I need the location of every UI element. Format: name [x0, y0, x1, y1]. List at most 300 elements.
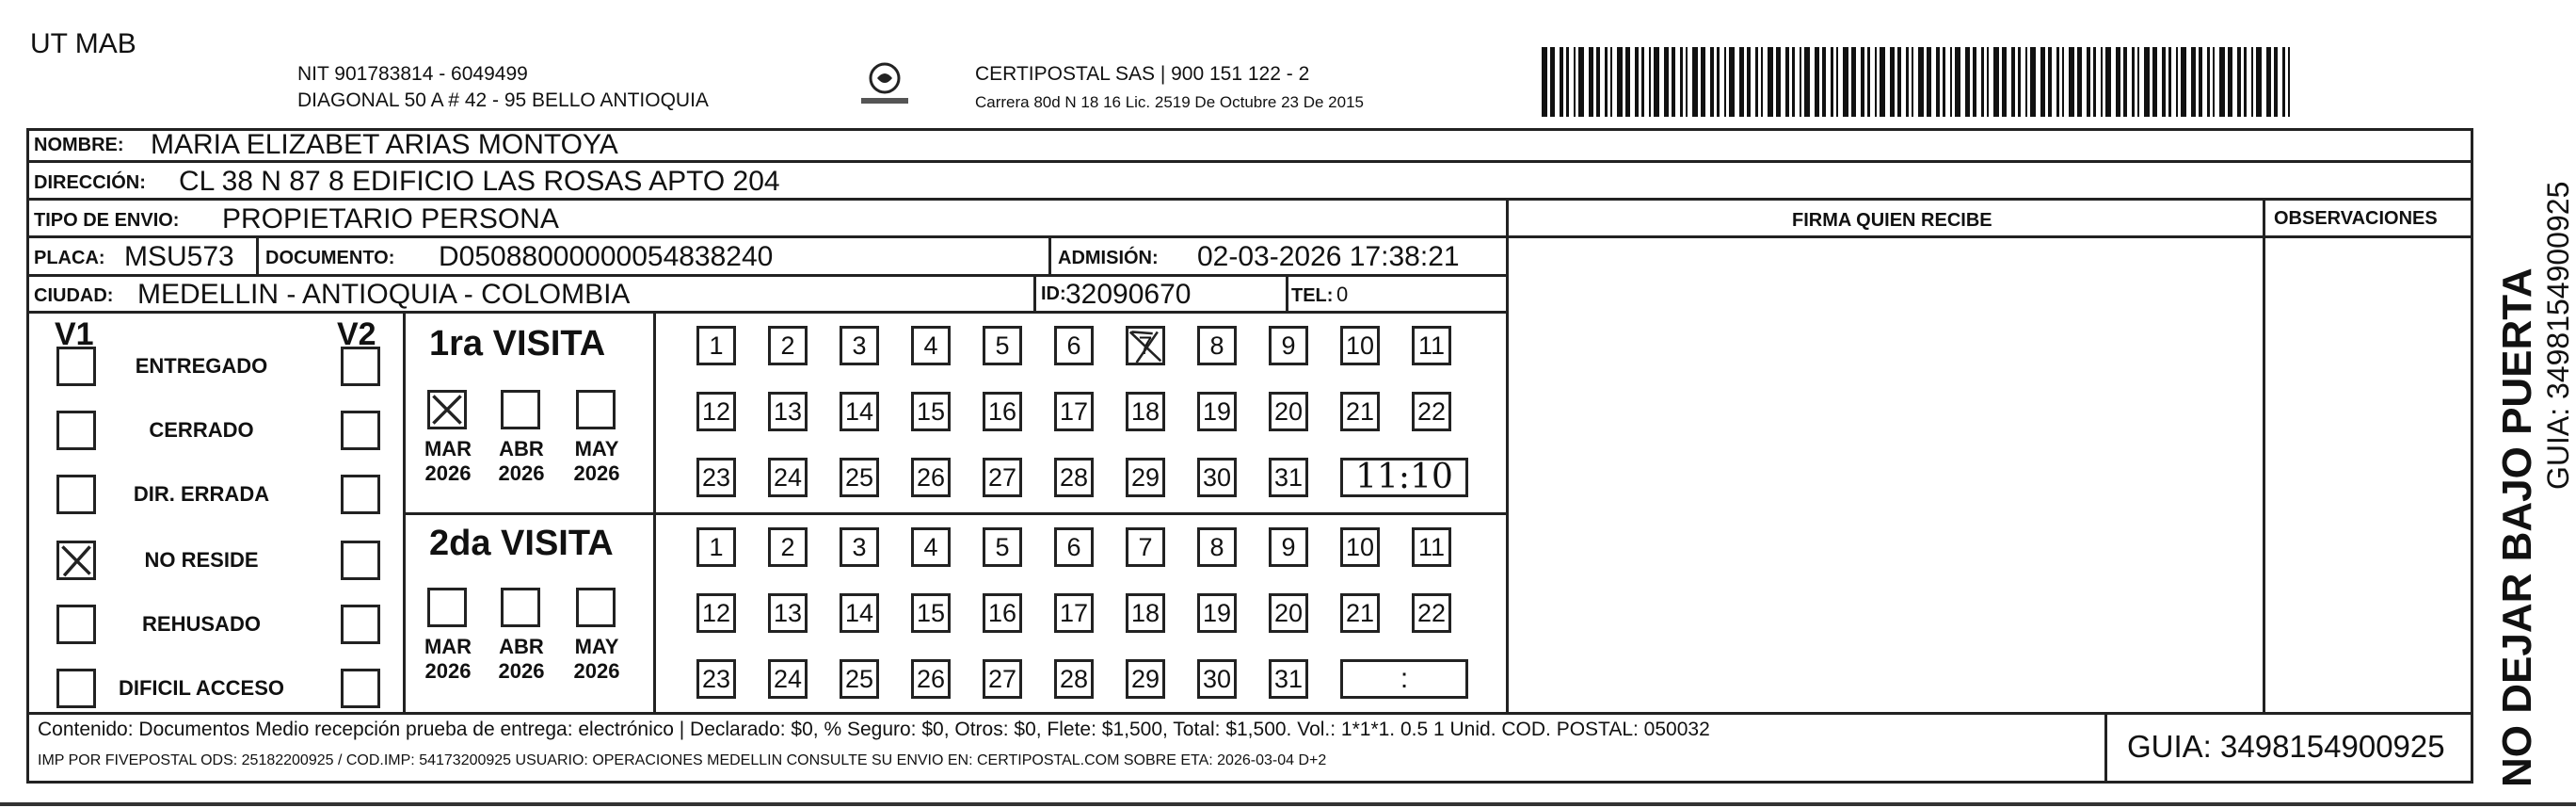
- admision-label: ADMISIÓN:: [1058, 248, 1159, 268]
- day-box[interactable]: [1269, 392, 1308, 431]
- barcode-bar: [2137, 47, 2139, 117]
- barcode-bar: [1596, 47, 1600, 117]
- time-value: 11:10: [1355, 458, 1453, 496]
- day-box[interactable]: [1054, 527, 1094, 567]
- barcode-bar: [2168, 47, 2171, 117]
- day-number: 20: [1273, 397, 1304, 426]
- v2-label: V2: [337, 316, 376, 352]
- day-box[interactable]: [1412, 326, 1451, 365]
- day-number: 9: [1281, 533, 1296, 561]
- nombre-value: MARIA ELIZABET ARIAS MONTOYA: [151, 129, 618, 160]
- day-box[interactable]: [911, 593, 951, 633]
- barcode-bar: [2219, 47, 2225, 117]
- barcode-bar: [1822, 47, 1826, 117]
- barcode-bar: [1560, 47, 1563, 117]
- barcode-bar: [2199, 47, 2202, 117]
- barcode-bar: [1610, 47, 1612, 117]
- barcode-bar: [1936, 47, 1940, 117]
- col-line: [2104, 712, 2107, 784]
- time-box[interactable]: [1340, 458, 1468, 497]
- barcode-bar: [2105, 47, 2111, 117]
- day-number: 26: [916, 463, 946, 492]
- barcode-bar: [2176, 47, 2178, 117]
- visita2-title: 2da VISITA: [429, 524, 614, 563]
- day-number: 22: [1416, 397, 1447, 426]
- day-box[interactable]: [911, 458, 951, 497]
- barcode-bar: [1692, 47, 1698, 117]
- day-number: 22: [1416, 599, 1447, 627]
- col-line: [256, 235, 259, 274]
- month-label: [559, 437, 634, 487]
- day-box[interactable]: [1412, 527, 1451, 567]
- barcode-bar: [1574, 47, 1576, 117]
- barcode-bar: [2101, 47, 2103, 117]
- tipo-envio-label: TIPO DE ENVIO:: [34, 210, 180, 231]
- day-box[interactable]: [1412, 593, 1451, 633]
- barcode-bar: [1906, 47, 1909, 117]
- month-checkbox[interactable]: [427, 390, 467, 429]
- day-box[interactable]: [1412, 392, 1451, 431]
- day-box[interactable]: [1340, 527, 1380, 567]
- day-box[interactable]: [1269, 458, 1308, 497]
- day-number: 13: [773, 599, 803, 627]
- day-number: 20: [1273, 599, 1304, 627]
- day-box[interactable]: [983, 527, 1022, 567]
- status-label: CERRADO: [149, 418, 254, 442]
- day-number: 15: [916, 397, 946, 426]
- barcode-bar: [2116, 47, 2120, 117]
- barcode-bar: [1861, 47, 1864, 117]
- day-number: 5: [995, 533, 1010, 561]
- barcode-bar: [2152, 47, 2157, 117]
- v2-status-checkbox[interactable]: [341, 475, 380, 514]
- barcode-bar: [1729, 47, 1735, 117]
- barcode-bar: [2282, 47, 2285, 117]
- status-label: DIR. ERRADA: [133, 482, 270, 506]
- day-box[interactable]: [696, 392, 736, 431]
- barcode-bar: [1724, 47, 1726, 117]
- day-number: 7: [1138, 533, 1153, 561]
- barcode-bar: [2144, 47, 2150, 117]
- month-name: MAR: [424, 437, 472, 461]
- day-box[interactable]: [1197, 659, 1237, 699]
- day-number: 7: [1138, 331, 1153, 360]
- month-checkbox[interactable]: [427, 588, 467, 627]
- scan-edge: [0, 802, 2576, 806]
- day-number: 19: [1202, 599, 1232, 627]
- day-number: 4: [923, 331, 938, 360]
- day-number: 6: [1066, 533, 1081, 561]
- barcode-bar: [2040, 47, 2045, 117]
- placa-label: PLACA:: [34, 248, 105, 268]
- barcode-bar: [1800, 47, 1801, 117]
- barcode-bar: [1625, 47, 1630, 117]
- month-checkbox[interactable]: [501, 390, 540, 429]
- barcode-bar: [2228, 47, 2232, 117]
- barcode-bar: [1605, 47, 1608, 117]
- barcode-bar: [1664, 47, 1669, 117]
- day-number: 28: [1059, 463, 1089, 492]
- day-box[interactable]: [1269, 326, 1308, 365]
- row-line: [26, 160, 2473, 163]
- barcode-bar: [2077, 47, 2082, 117]
- col-line: [1048, 235, 1051, 274]
- barcode-bar: [2181, 47, 2186, 117]
- barcode-bar: [1635, 47, 1639, 117]
- day-box[interactable]: [1054, 458, 1094, 497]
- barcode-bar: [2048, 47, 2052, 117]
- day-number: 12: [701, 599, 731, 627]
- ciudad-label: CIUDAD:: [34, 285, 114, 306]
- day-number: 27: [987, 665, 1017, 693]
- documento-value: D050880000000548382​40: [439, 241, 774, 272]
- id-label: ID:: [1041, 283, 1066, 304]
- day-box[interactable]: [983, 326, 1022, 365]
- footer-guia: GUIA: 3498154900925: [2127, 729, 2445, 764]
- day-number: 25: [844, 463, 874, 492]
- day-number: 16: [987, 397, 1017, 426]
- contenido-text: Contenido: Documentos Medio recepción prueba de entrega: electrónico | Declarado: $0, % Seguro: $0, Otros: $0, Flete: $1,500, Total: $1,500. Vol.: 1*1*1. 0.5 1 Unid. COD. POSTAL: 050032: [38, 719, 1710, 740]
- status-label: REHUSADO: [142, 612, 261, 636]
- barcode-bar: [1897, 47, 1901, 117]
- day-number: 9: [1281, 331, 1296, 360]
- barcode-bar: [1785, 47, 1789, 117]
- barcode-bar: [1617, 47, 1623, 117]
- day-number: 30: [1202, 463, 1232, 492]
- barcode-bar: [1686, 47, 1688, 117]
- day-box[interactable]: [983, 659, 1022, 699]
- barcode-bar: [1987, 47, 1989, 117]
- month-year: 2026: [498, 461, 545, 486]
- day-number: 23: [701, 665, 731, 693]
- side-warning-text: NO DEJAR BAJO PUERTA: [2494, 267, 2540, 787]
- barcode-bar: [1831, 47, 1833, 117]
- barcode-bar: [2018, 47, 2021, 117]
- day-number: 2: [780, 331, 795, 360]
- day-box[interactable]: [840, 392, 879, 431]
- certipostal-address: Carrera 80d N 18 16 Lic. 2519 De Octubre 23 De 2015: [975, 93, 1364, 111]
- day-number: 18: [1130, 397, 1160, 426]
- barcode-bar: [2087, 47, 2090, 117]
- v2-status-checkbox[interactable]: [341, 411, 380, 450]
- month-name: MAY: [574, 635, 619, 658]
- day-number: 3: [852, 331, 867, 360]
- tel-label: TEL:: [1291, 285, 1334, 306]
- day-number: 31: [1273, 463, 1304, 492]
- day-box[interactable]: [768, 392, 808, 431]
- barcode-bar: [1880, 47, 1885, 117]
- barcode-bar: [2266, 47, 2271, 117]
- v2-status-checkbox[interactable]: [341, 347, 380, 386]
- day-box[interactable]: [1197, 593, 1237, 633]
- barcode-bar: [2030, 47, 2036, 117]
- day-box[interactable]: [1197, 392, 1237, 431]
- barcode-bar: [1965, 47, 1970, 117]
- day-box[interactable]: [911, 527, 951, 567]
- admision-value: 02-03-2026 17:38:21: [1197, 241, 1460, 272]
- barcode-bar: [1761, 47, 1763, 117]
- barcode-bar: [2191, 47, 2196, 117]
- day-box[interactable]: [696, 326, 736, 365]
- barcode-bar: [1776, 47, 1781, 117]
- month-year: 2026: [498, 659, 545, 684]
- certipostal-logo: [856, 62, 913, 109]
- barcode-bar: [2256, 47, 2262, 117]
- day-number: 4: [923, 533, 938, 561]
- barcode-bar: [2062, 47, 2064, 117]
- month-label: [410, 635, 486, 685]
- barcode-bar: [1768, 47, 1773, 117]
- day-box[interactable]: [840, 326, 879, 365]
- col-line: [2263, 198, 2265, 714]
- tel-value: 0: [1336, 283, 1349, 306]
- barcode-bar: [1943, 47, 1945, 117]
- day-box[interactable]: [696, 659, 736, 699]
- sender-address: DIAGONAL 50 A # 42 - 95 BELLO ANTIOQUIA: [297, 89, 709, 111]
- barcode-bar: [2132, 47, 2135, 117]
- barcode-bar: [2056, 47, 2059, 117]
- day-number: 5: [995, 331, 1010, 360]
- day-box[interactable]: [1340, 326, 1380, 365]
- barcode-bar: [1641, 47, 1644, 117]
- day-number: 30: [1202, 665, 1232, 693]
- v2-status-checkbox[interactable]: [341, 605, 380, 644]
- visita1-title: 1ra VISITA: [429, 324, 606, 364]
- month-year: 2026: [424, 461, 472, 486]
- day-box[interactable]: [840, 527, 879, 567]
- status-label: ENTREGADO: [135, 354, 268, 378]
- day-box[interactable]: [1126, 527, 1165, 567]
- barcode-bar: [2213, 47, 2215, 117]
- day-number: 17: [1059, 397, 1089, 426]
- month-label: [559, 635, 634, 685]
- barcode-bar: [1717, 47, 1720, 117]
- barcode-bar: [1701, 47, 1705, 117]
- barcode-bar: [2274, 47, 2278, 117]
- col-line: [1506, 198, 1509, 714]
- day-box[interactable]: [911, 326, 951, 365]
- day-number: 11: [1417, 533, 1446, 561]
- barcode-bar: [2162, 47, 2166, 117]
- tipo-envio-value: PROPIETARIO PERSONA: [222, 203, 559, 234]
- day-box[interactable]: [983, 392, 1022, 431]
- day-box[interactable]: [768, 659, 808, 699]
- status-label: DIFICIL ACCESO: [118, 676, 284, 700]
- day-number: 28: [1059, 665, 1089, 693]
- row-line: [26, 198, 2473, 201]
- day-box[interactable]: [1269, 527, 1308, 567]
- day-box[interactable]: [1126, 659, 1165, 699]
- day-box[interactable]: [1126, 392, 1165, 431]
- observaciones-header: OBSERVACIONES: [2274, 208, 2438, 229]
- day-box[interactable]: [768, 593, 808, 633]
- month-checkbox[interactable]: [501, 588, 540, 627]
- barcode-bar: [1654, 47, 1659, 117]
- day-number: 8: [1209, 331, 1224, 360]
- no-dejar-bajo-puerta: [2492, 147, 2543, 787]
- month-checkbox[interactable]: [576, 390, 616, 429]
- day-box[interactable]: [1054, 593, 1094, 633]
- barcode-bar: [2244, 47, 2247, 117]
- day-box[interactable]: [1340, 392, 1380, 431]
- documento-label: DOCUMENTO:: [265, 248, 395, 268]
- barcode-bar: [2011, 47, 2015, 117]
- month-year: 2026: [573, 659, 620, 684]
- barcode-bar: [2237, 47, 2241, 117]
- time-value: :: [1400, 663, 1409, 694]
- day-box[interactable]: [1197, 527, 1237, 567]
- v2-status-checkbox[interactable]: [341, 669, 380, 708]
- barcode-bar: [1843, 47, 1848, 117]
- day-box[interactable]: [983, 593, 1022, 633]
- barcode-bar: [1649, 47, 1651, 117]
- day-box[interactable]: [840, 458, 879, 497]
- barcode-bar: [2093, 47, 2096, 117]
- day-number: 19: [1202, 397, 1232, 426]
- month-label: [484, 437, 559, 487]
- day-box[interactable]: [1054, 392, 1094, 431]
- day-number: 2: [780, 533, 795, 561]
- day-box[interactable]: [1126, 326, 1165, 365]
- barcode-bar: [2207, 47, 2210, 117]
- barcode-bar: [1542, 47, 1547, 117]
- day-number: 29: [1130, 463, 1160, 492]
- day-box[interactable]: [1197, 326, 1237, 365]
- barcode-bar: [1755, 47, 1758, 117]
- day-box[interactable]: [1126, 458, 1165, 497]
- barcode-bar: [1955, 47, 1960, 117]
- direccion-label: DIRECCIÓN:: [34, 172, 146, 193]
- day-number: 10: [1345, 533, 1375, 561]
- barcode-bar: [1973, 47, 1976, 117]
- day-box[interactable]: [768, 458, 808, 497]
- nit: NIT 901783814 - 6049499: [297, 63, 528, 85]
- barcode-bar: [1578, 47, 1584, 117]
- ciudad-value: MEDELLIN - ANTIOQUIA - COLOMBIA: [137, 279, 631, 310]
- barcode-bar: [1739, 47, 1744, 117]
- v2-status-checkbox[interactable]: [341, 541, 380, 580]
- day-number: 11: [1417, 331, 1446, 360]
- nombre-label: NOMBRE:: [34, 135, 124, 155]
- barcode-bar: [1815, 47, 1819, 117]
- day-number: 3: [852, 533, 867, 561]
- day-number: 27: [987, 463, 1017, 492]
- time-box[interactable]: [1340, 659, 1468, 699]
- row-line: [26, 235, 2473, 238]
- certipostal-nit: CERTIPOSTAL SAS | 900 151 122 - 2: [975, 63, 1310, 85]
- col-line: [1286, 274, 1288, 312]
- barcode-bar: [1918, 47, 1924, 117]
- day-number: 17: [1059, 599, 1089, 627]
- barcode-bar: [1890, 47, 1895, 117]
- day-box[interactable]: [1340, 593, 1380, 633]
- col-line: [1033, 274, 1036, 312]
- id-value: 32090670: [1065, 279, 1192, 310]
- month-label: [484, 635, 559, 685]
- day-box[interactable]: [1054, 326, 1094, 365]
- barcode-bar: [1867, 47, 1870, 117]
- barcode-bar: [1875, 47, 1877, 117]
- barcode-bar: [1804, 47, 1810, 117]
- barcode-bar: [1747, 47, 1751, 117]
- barcode-bar: [2069, 47, 2074, 117]
- v1-label: V1: [55, 316, 94, 352]
- side-guia: [2539, 170, 2576, 490]
- day-number: 10: [1345, 331, 1375, 360]
- day-box[interactable]: [840, 659, 879, 699]
- day-box[interactable]: [983, 458, 1022, 497]
- day-box[interactable]: [768, 326, 808, 365]
- day-box[interactable]: [1269, 593, 1308, 633]
- day-box[interactable]: [1197, 458, 1237, 497]
- day-box[interactable]: [911, 659, 951, 699]
- day-number: 1: [709, 533, 724, 561]
- day-number: 24: [773, 665, 803, 693]
- barcode-bar: [1981, 47, 1984, 117]
- month-year: 2026: [424, 659, 472, 684]
- barcode-bar: [1710, 47, 1714, 117]
- barcode-bar: [1792, 47, 1795, 117]
- status-label: NO RESIDE: [144, 548, 259, 572]
- day-box[interactable]: [1126, 593, 1165, 633]
- direccion-value: CL 38 N 87 8 EDIFICIO LAS ROSAS APTO 204: [179, 166, 780, 197]
- day-box[interactable]: [1054, 659, 1094, 699]
- day-number: 31: [1273, 665, 1304, 693]
- barcode-bar: [2251, 47, 2253, 117]
- day-number: 18: [1130, 599, 1160, 627]
- day-number: 1: [709, 331, 724, 360]
- day-box[interactable]: [840, 593, 879, 633]
- month-label: [410, 437, 486, 487]
- day-box[interactable]: [696, 527, 736, 567]
- month-name: MAY: [574, 437, 619, 461]
- day-box[interactable]: [768, 527, 808, 567]
- day-number: 23: [701, 463, 731, 492]
- barcode-bar: [1927, 47, 1931, 117]
- day-number: 15: [916, 599, 946, 627]
- day-number: 14: [844, 599, 874, 627]
- barcode-bar: [2123, 47, 2127, 117]
- month-name: ABR: [499, 635, 544, 658]
- barcode-bar: [1950, 47, 1952, 117]
- imp-text: IMP POR FIVEPOSTAL ODS: 25182200925 / COD.IMP: 54173200925 USUARIO: OPERACIONES MEDELLIN CONSULTE SU ENVIO EN: CERTIPOSTAL.COM SOBRE ETA: 2026-03-04 D+2: [38, 752, 1327, 768]
- barcode-bar: [1566, 47, 1569, 117]
- barcode-bar: [2288, 47, 2290, 117]
- day-number: 29: [1130, 665, 1160, 693]
- day-number: 6: [1066, 331, 1081, 360]
- barcode-bar: [1836, 47, 1838, 117]
- barcode-bar: [1589, 47, 1593, 117]
- day-number: 13: [773, 397, 803, 426]
- firma-header: FIRMA QUIEN RECIBE: [1792, 210, 1992, 231]
- barcode-bar: [1550, 47, 1555, 117]
- barcode: [1542, 47, 2298, 117]
- day-number: 14: [844, 397, 874, 426]
- day-box[interactable]: [911, 392, 951, 431]
- day-box[interactable]: [696, 593, 736, 633]
- barcode-bar: [1672, 47, 1675, 117]
- row-line: [403, 512, 1508, 515]
- month-name: ABR: [499, 437, 544, 461]
- barcode-bar: [1912, 47, 1913, 117]
- month-year: 2026: [573, 461, 620, 486]
- day-box[interactable]: [696, 458, 736, 497]
- day-number: 25: [844, 665, 874, 693]
- month-name: MAR: [424, 635, 472, 658]
- day-box[interactable]: [1269, 659, 1308, 699]
- barcode-bar: [1851, 47, 1856, 117]
- month-checkbox[interactable]: [576, 588, 616, 627]
